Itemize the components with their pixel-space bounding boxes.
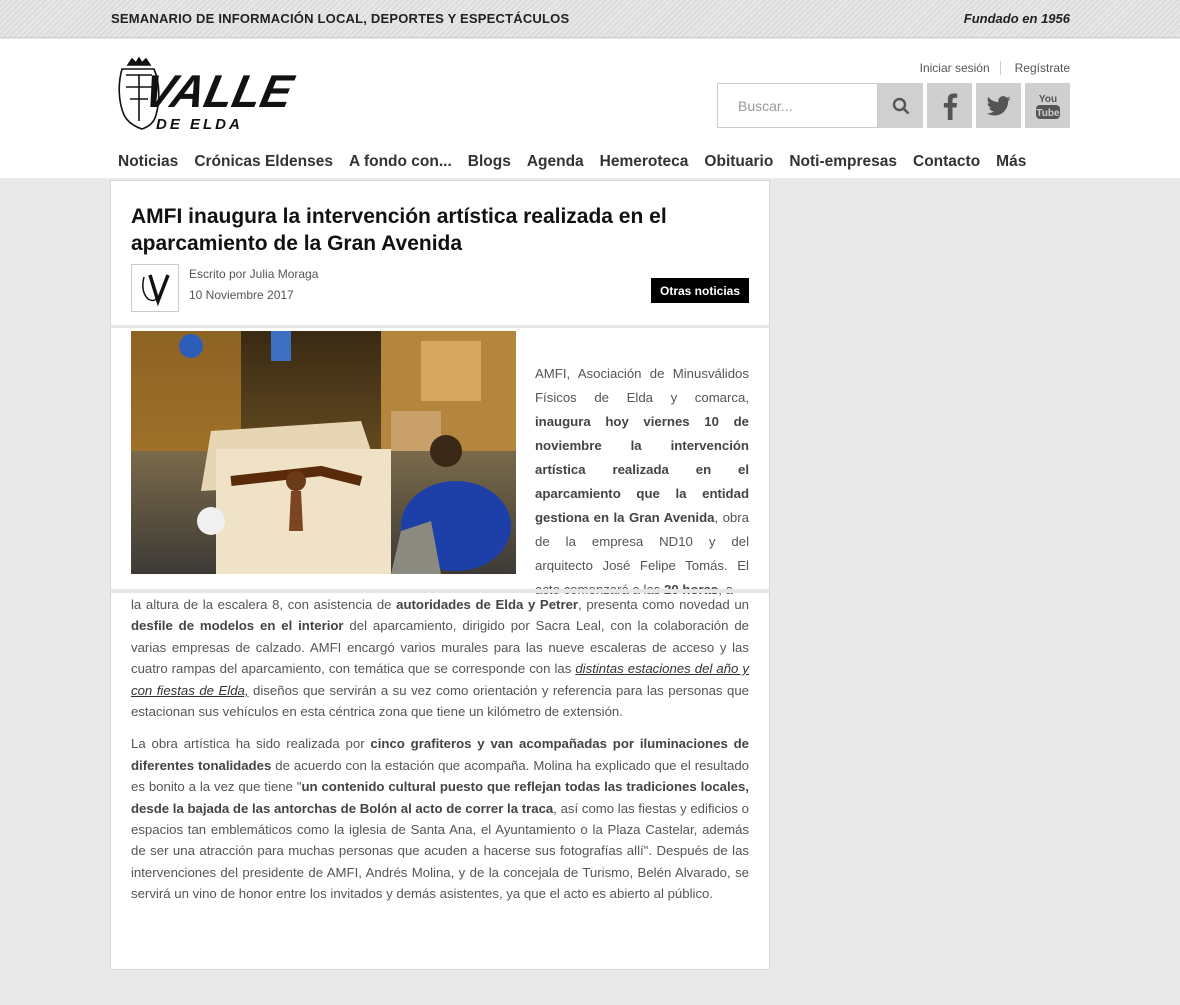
p1-text-4: diseños que servirán a su vez como orientación y referencia para las personas que estacionan sus vehículos en esta céntrica zona que tiene un kilómetro de extensión. [131,682,749,720]
p1-text-2: , presenta como novedad un [578,597,750,612]
p2-text-2: de acuerdo con la estación que acompaña. Molina ha explicado que el resultado es bonito a la vez que tiene " [131,757,749,795]
paragraph-2 [131,733,749,904]
twitter-icon [987,96,1011,116]
nav-item-agenda[interactable]: Agenda [526,153,584,170]
nav-item-a-fondo-con[interactable]: A fondo con... [349,153,452,170]
svg-text:DE ELDA: DE ELDA [156,116,243,133]
p1-bold-1: autoridades de Elda y Petrer [396,597,579,612]
photo-divider [111,589,769,593]
search-icon [892,97,910,115]
facebook-icon [942,92,958,120]
p1-bold-2: desfile de modelos en el interior [131,618,344,634]
nav-item-contacto[interactable]: Contacto [913,153,981,170]
valle-de-elda-logo[interactable] [116,57,298,133]
nav-item-noti-empresas[interactable]: Noti-empresas [789,153,897,170]
p2-text-1: La obra artística ha sido realizada por [131,736,371,752]
nav-item-obituario[interactable]: Obituario [704,153,774,170]
search-button[interactable] [878,83,923,128]
twitter-button[interactable] [976,83,1021,128]
site-header [0,39,1180,178]
youtube-icon [1035,92,1061,120]
nav-item-noticias[interactable]: Noticias [118,153,179,170]
nav-item-mas[interactable]: Más [996,153,1027,170]
nav-item-hemeroteca[interactable]: Hemeroteca [599,153,689,170]
article-date: 10 Noviembre 2017 [189,288,294,302]
register-link[interactable]: Regístrate [1014,61,1070,75]
intro-side-text [535,362,749,602]
nav-item-blogs[interactable]: Blogs [467,153,511,170]
p2-text-3: , así como las fiestas y edificios o espacios tan emblemáticos como la iglesia de Santa Ana, el Ayuntamiento o la Plaza Castelar, además de ser una atracción para muchas personas que acuden a hacerse sus fotografías allí". Después de las intervenciones del presidente de AMFI, Andrés Molina, y de la concejala de Turismo, Belén Alvarado, se servirá un vino de honor entre los invitados y demás asistentes, ya que el acto es abierto al público. [131,800,749,902]
article [110,180,770,970]
article-body [131,594,749,916]
svg-text:VALLE: VALLE [139,65,298,117]
p1-text-3: del aparcamiento, dirigido por Sacra Leal, con la colaboración de varias empresas de calzado. AMFI encargó varios murales para las nueve escaleras de acceso y las cuatro rampas del aparcamiento, con temática que se corresponde con las [131,618,750,677]
author-byline: Escrito por Julia Moraga [189,267,319,281]
article-photo [131,331,516,574]
paragraph-1 [131,594,749,722]
header-divider [111,325,769,328]
top-bar [0,0,1180,38]
svg-text:Tube: Tube [1035,107,1060,119]
main-nav [118,153,1042,171]
facebook-button[interactable] [927,83,972,128]
auth-links [920,61,1070,75]
login-link[interactable]: Iniciar sesión [919,61,990,75]
auth-divider [1000,61,1001,75]
author-logo-icon [138,271,172,305]
article-title: AMFI inaugura la intervención artística realizada en el aparcamiento de la Gran Avenida [131,205,667,255]
p2-bold-1: cinco grafiteros y van acompañadas por iluminaciones de diferentes tonalidades [131,736,749,773]
youtube-button[interactable] [1025,83,1070,128]
intro-bold-1: inaugura hoy viernes 10 de noviembre la intervención artística realizada en el aparcamiento que la entidad gestiona en la Gran Avenida [535,414,749,525]
search-input[interactable] [717,83,878,128]
intro-text-2: , obra de la empresa ND10 y del arquitecto José Felipe Tomás. El [535,510,749,573]
otras-noticias-button[interactable]: Otras noticias [651,278,749,303]
svg-text:You: You [1038,93,1057,105]
founded-text: Fundado en 1956 [963,11,1070,26]
tagline: SEMANARIO DE INFORMACIÓN LOCAL, DEPORTES Y ESPECTÁCULOS [111,11,570,26]
nav-item-cronicas-eldenses[interactable]: Crónicas Eldenses [194,153,334,170]
p2-bold-2: un contenido cultural puesto que reflejan todas las tradiciones locales, desde la bajada de las antorchas de Bolón al acto de correr la traca [131,779,749,816]
intro-text-1: AMFI, Asociación de Minusválidos Físicos de Elda y comarca, [535,366,749,405]
p1-text-1: la altura de la escalera 8, con asistencia de [131,597,397,612]
estaciones-link[interactable]: distintas estaciones del año y con fiestas de Elda, [131,661,749,698]
author-avatar [131,264,179,312]
